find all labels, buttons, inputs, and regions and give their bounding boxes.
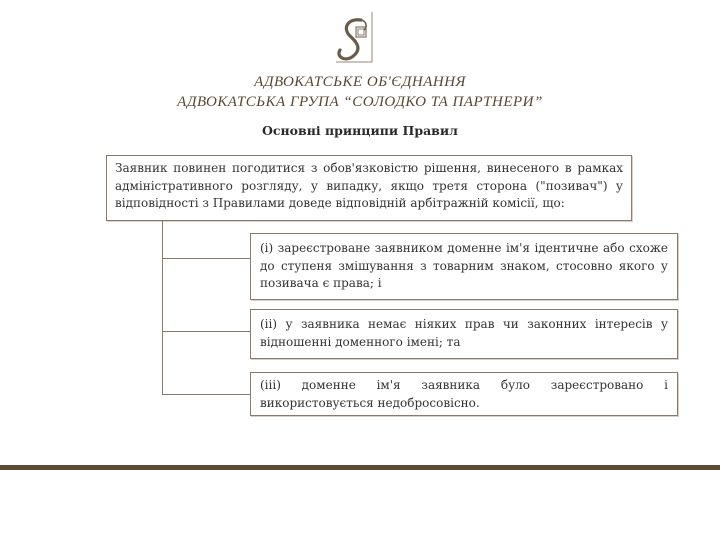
logo-s-monogram-icon — [328, 10, 386, 72]
organization-name-line-1: АДВОКАТСЬКЕ ОБ'ЄДНАННЯ — [254, 74, 466, 90]
connector-branch-3 — [162, 394, 250, 395]
organization-name-line-2: АДВОКАТСЬКА ГРУПА “СОЛОДКО ТА ПАРТНЕРИ” — [177, 94, 543, 110]
connector-vertical — [162, 221, 163, 394]
condition-box-2: (іі) у заявника немає ніяких прав чи законних інтересів у відношенні доменного імені; та — [250, 309, 678, 359]
page-title: Основні принципи Правил — [262, 123, 458, 138]
condition-box-1: (і) зареєстроване заявником доменне ім'я ідентичне або схоже до ступеня змішування з товарним знаком, стосовно якого у позивача є права; і — [250, 233, 678, 300]
connector-branch-2 — [162, 331, 250, 332]
main-statement-box: Заявник повинен погодитися з обов'язковістю рішення, винесеного в рамках адміністративного розгляду, у випадку, якщо третя сторона ("позивач") у відповідності з Правилами доведе відповідній арбітражній комісії, що: — [106, 155, 632, 221]
condition-box-3: (ііі) доменне ім'я заявника було зареєстровано і використовується недобросовісно. — [250, 372, 678, 416]
footer-divider — [0, 465, 720, 470]
connector-branch-1 — [162, 258, 250, 259]
